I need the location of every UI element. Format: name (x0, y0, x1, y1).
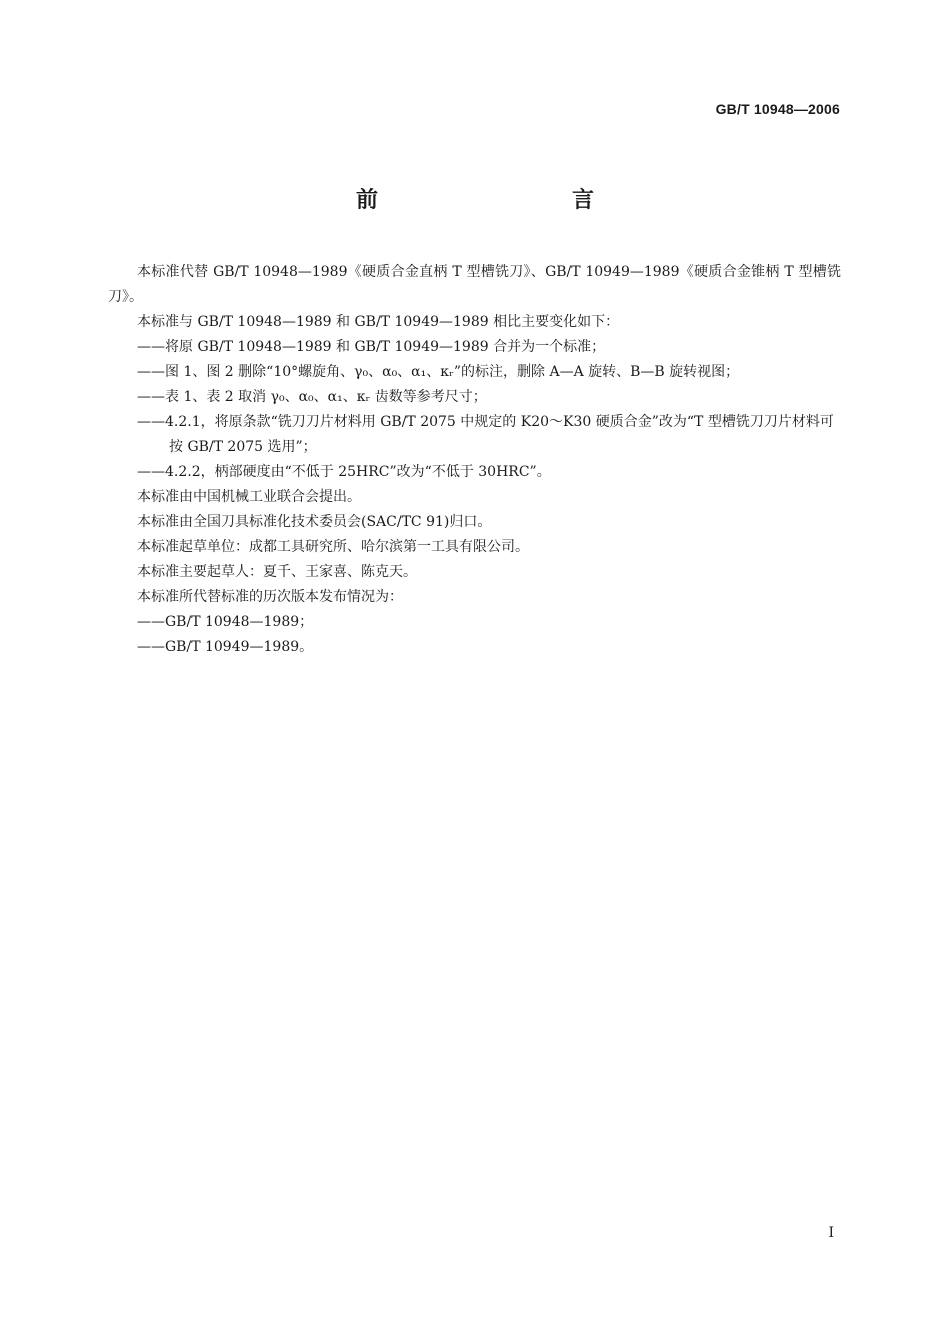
page-number: I (828, 1225, 834, 1241)
change-item-figures: ——图 1、图 2 删除“10°螺旋角、γ₀、α₀、α₁、κᵣ”的标注，删除 A—A 旋转、B—B 旋转视图； (137, 364, 740, 380)
standard-code: GB/T 10948—2006 (715, 101, 840, 117)
change-item-merge: ——将原 GB/T 10948—1989 和 GB/T 10949—1989 合并为一个标准； (137, 339, 606, 355)
paragraph-drafters: 本标准主要起草人：夏千、王家喜、陈克天。 (137, 564, 417, 580)
foreword-body (108, 260, 841, 660)
previous-edition-item: ——GB/T 10948—1989； (137, 614, 314, 630)
paragraph-under-jurisdiction: 本标准由全国刀具标准化技术委员会(SAC/TC 91)归口。 (137, 514, 492, 530)
change-item-tables: ——表 1、表 2 取消 γ₀、α₀、α₁、κᵣ 齿数等参考尺寸； (137, 389, 487, 405)
paragraph-changes-intro: 本标准与 GB/T 10948—1989 和 GB/T 10949—1989 相比主要变化如下： (137, 314, 620, 330)
paragraph-previous-editions-intro: 本标准所代替标准的历次版本发布情况为： (137, 589, 403, 605)
page-title: 前 言 (355, 188, 644, 213)
change-item-blade-material: ——4.2.1，将原条款“铣刀刀片材料用 GB/T 2075 中规定的 K20～K30 硬质合金”改为“T 型槽铣刀刀片材料可按 GB/T 2075 选用”； (137, 414, 834, 455)
previous-edition-item: ——GB/T 10949—1989。 (137, 639, 314, 655)
paragraph-replaces: 本标准代替 GB/T 10948—1989《硬质合金直柄 T 型槽铣刀》、GB/T 10949—1989《硬质合金锥柄 T 型槽铣刀》。 (108, 264, 841, 305)
paragraph-proposed-by: 本标准由中国机械工业联合会提出。 (137, 489, 361, 505)
change-item-shank-hardness: ——4.2.2，柄部硬度由“不低于 25HRC”改为“不低于 30HRC”。 (137, 464, 551, 480)
paragraph-drafting-units: 本标准起草单位：成都工具研究所、哈尔滨第一工具有限公司。 (137, 539, 529, 555)
